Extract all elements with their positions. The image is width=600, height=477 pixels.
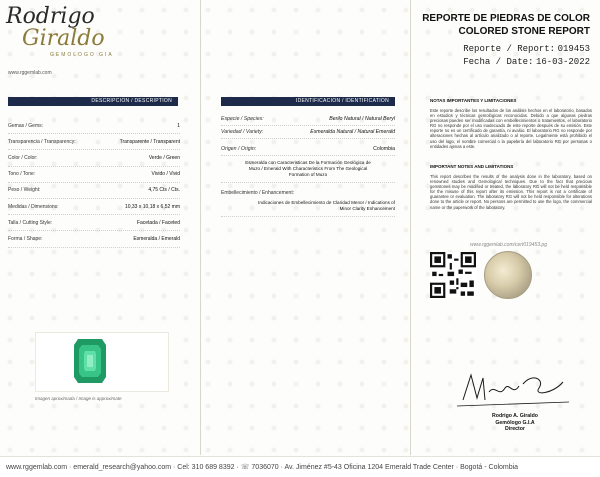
lab-logo (6, 6, 126, 68)
logo-line-1: Rodrigo (6, 4, 95, 29)
identification-table (221, 113, 395, 217)
enhancement-label: Embellecimiento / Enhancement: (221, 190, 295, 196)
site-url[interactable]: www.rggemlab.com (8, 70, 52, 76)
table-row: Medidas / Dimensions: 10,33 x 10,18 x 6,52 mm (8, 199, 180, 215)
signer-block (480, 413, 550, 433)
report-number-label: Reporte / Report: (463, 44, 556, 54)
report-date-value: 16-03-2022 (535, 57, 590, 67)
signature-icon (453, 370, 573, 410)
description-header: DESCRIPCION / DESCRIPTION (8, 97, 178, 106)
qr-code-icon[interactable] (430, 252, 476, 298)
report-date-label: Fecha / Date: (463, 57, 534, 67)
fold-line-2 (410, 0, 411, 455)
table-row: Tono / Tone: Vivido / Vivid (8, 167, 180, 183)
footer-contact: www.rggemlab.com · emerald_research@yahoo.com · Cel: 310 689 8392 · ☏ 7036070 · Av. Jiménez #5-43 Oficina 1204 Emerald Trade Center · Bogotá - Colombia (6, 464, 519, 471)
table-row: Talla / Cutting Style: Facetada / Faceted (8, 215, 180, 231)
notes-text-en: This report describes the results of the analysis done in the laboratory, based on renowned studies and Gemological techniques. Due to the fact that precious gemstones may be modified or treated, the laboratory RG will not be held responsible for the misuse of this report after its emission. This report is not a certificate of guarantee or evaluation. The laboratory RG will not be held responsible for alterations done to the article or report. No persons are permitted to use the logo, the commercial name or the paperwork of the laboratory. (430, 174, 592, 210)
signer-role: Director (505, 426, 525, 432)
photo-caption: Imagen aproximada / Image is approximate (35, 396, 122, 401)
verify-link[interactable]: www.rggemlab.com/cert019453.pg (470, 242, 547, 248)
report-number (463, 43, 590, 54)
logo-subtitle: GEMOLOGO GIA (50, 52, 114, 58)
report-number-value: 019453 (557, 44, 590, 54)
identification-header: IDENTIFICACION / IDENTIFICATION (221, 97, 395, 106)
hologram-seal-icon (484, 251, 532, 299)
report-date (463, 56, 590, 67)
description-table (8, 118, 180, 248)
signer-name: Rodrigo A. Giraldo (492, 413, 538, 419)
origin-note: Esmeralda con Caracteristicas De la Formación Geológica de Muzo / Emerald With Characteristics From The Geological Formation of Muzo (221, 156, 395, 183)
table-row: Peso / Weight: 4,75 Cts / Cts. (8, 183, 180, 199)
enhancement-value: Indicaciones de Embellecimiento de Claridad Menor / Indications of Minor Clarity Enhancement (221, 196, 395, 217)
table-row: Gemas / Gems: 1 (8, 118, 180, 134)
signer-title: Gemólogo G.I.A (495, 419, 535, 426)
logo-line-2: Giraldo (22, 26, 105, 51)
notes-text-es: Este reporte describe los resultados de los análisis hechos en el laboratorio, basados en estudios y técnicas gemológicas reconocidas. Debido a que algunas piedras preciosas pueden ser modificadas con embellecimientos o tratamientos, el laboratorio RG no responde por el uso inadecuado de este reporte después de su emisión. Este reporte no es un certificado de garantía, ni avalúo. El laboratorio RG no responde por alteraciones hechas al artículo analizado o al reporte. Legalmente está prohibido el uso del logo, el nombre comercial o la papelería del laboratorio RG por personas o entidades ajenas a este. (430, 108, 592, 149)
origin-row: Origen / Origin: Colombia (221, 139, 395, 156)
notes-title-es: NOTAS IMPORTANTES Y LIMITACIONES (430, 98, 517, 103)
report-title-es: REPORTE DE PIEDRAS DE COLOR (422, 13, 590, 24)
table-row: Transparencia / Transparency: Transparente / Transparent (8, 134, 180, 150)
table-row: Color / Color: Verde / Green (8, 150, 180, 166)
notes-title-en: IMPORTANT NOTES AND LIMITATIONS (430, 164, 514, 169)
species-row: Especie / Species: Berilo Natural / Natural Beryl (221, 113, 395, 126)
variety-row: Variedad / Variety: Esmeralda Natural / Natural Emerald (221, 126, 395, 139)
report-title-en: COLORED STONE REPORT (458, 26, 590, 37)
report-title (422, 12, 590, 38)
fold-line-1 (200, 0, 201, 455)
emerald-gem-image (72, 337, 108, 385)
table-row: Forma / Shape: Esmeralda / Emerald (8, 231, 180, 247)
